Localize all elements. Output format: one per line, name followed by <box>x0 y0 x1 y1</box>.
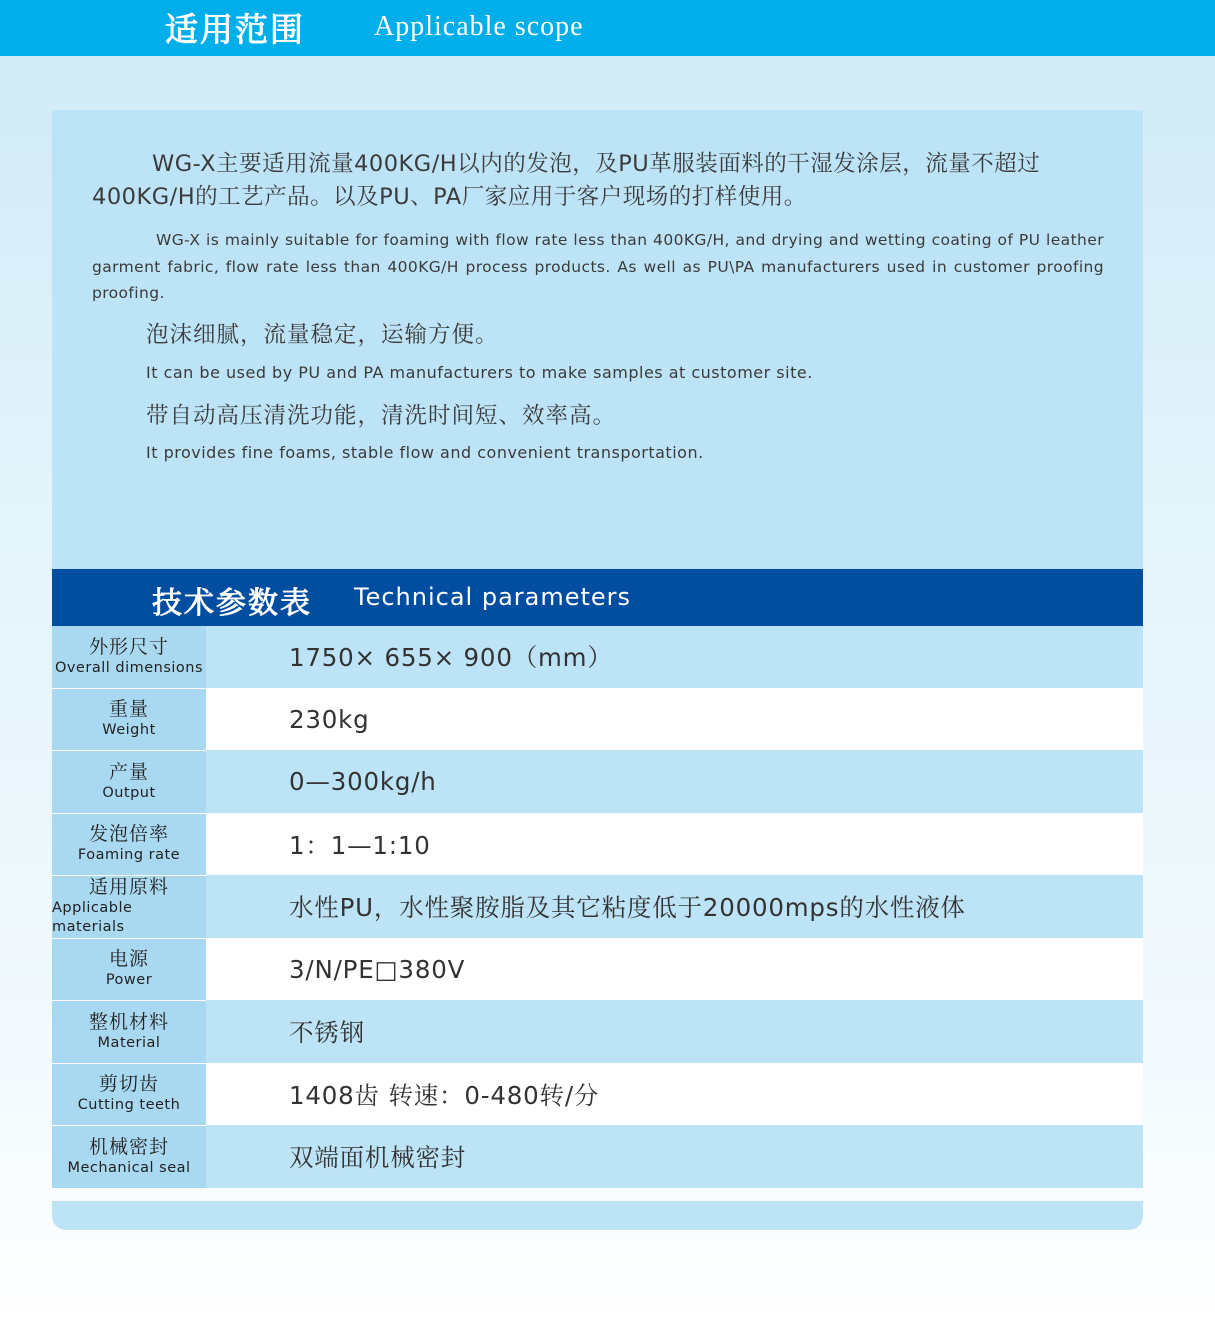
row-label <box>52 876 206 939</box>
row-label <box>52 939 206 1002</box>
applicable-scope-panel <box>52 110 1143 570</box>
row-label <box>52 814 206 877</box>
row-value: 不锈钢 <box>206 1001 1143 1064</box>
row-label <box>52 1001 206 1064</box>
row-label-zh: 重量 <box>108 698 149 721</box>
row-label <box>52 1064 206 1127</box>
table-row <box>52 939 1143 1002</box>
row-label-zh: 机械密封 <box>88 1135 169 1158</box>
row-label-zh: 电源 <box>108 948 149 971</box>
row-value: 1：1—1:10 <box>206 814 1143 877</box>
row-label-zh: 剪切齿 <box>98 1073 159 1096</box>
table-row <box>52 751 1143 814</box>
table-row <box>52 1126 1143 1189</box>
row-label-en: Weight <box>102 722 156 739</box>
row-label-en: Cutting teeth <box>77 1097 181 1114</box>
row-label-en: Power <box>105 972 153 989</box>
row-label-zh: 发泡倍率 <box>88 823 169 846</box>
params-title-zh: 技术参数表 <box>152 586 312 621</box>
table-row <box>52 626 1143 689</box>
row-label <box>52 689 206 752</box>
row-label <box>52 751 206 814</box>
row-label <box>52 1126 206 1189</box>
table-row <box>52 1064 1143 1127</box>
table-row <box>52 1001 1143 1064</box>
row-label-en: Applicable materials <box>52 900 133 936</box>
params-title-en: Technical parameters <box>354 583 632 611</box>
row-value: 3/N/PE□380V <box>206 939 1143 1002</box>
table-row <box>52 689 1143 752</box>
feature2-en: It provides fine foams, stable flow and convenient transportation. <box>146 443 704 462</box>
row-label <box>52 626 206 689</box>
row-label-en: Mechanical seal <box>67 1159 191 1176</box>
technical-parameters-header <box>52 569 1143 626</box>
feature2-zh: 带自动高压清洗功能，清洗时间短、效率高。 <box>146 403 617 429</box>
row-value: 1408齿 转速：0-480转/分 <box>206 1064 1143 1127</box>
row-label-zh: 外形尺寸 <box>88 635 169 658</box>
scope-paragraph-zh: WG-X主要适用流量400KG/H以内的发泡，及PU革服装面料的干湿发涂层，流量不超过400KG/H的工艺产品。以及PU、PA厂家应用于客户现场的打样使用。 <box>92 151 1041 210</box>
scope-paragraph-en: WG-X is mainly suitable for foaming with flow rate less than 400KG/H, and drying and wetting coating of PU leather garment fabric, flow rate less than 400KG/H process products. As well as PU\PA manufacturers used in customer proofing proofing. <box>92 231 1104 302</box>
section-title-zh: 适用范围 <box>165 10 305 49</box>
row-value: 水性PU，水性聚胺脂及其它粘度低于20000mps的水性液体 <box>206 876 1143 939</box>
feature1-zh: 泡沫细腻，流量稳定，运输方便。 <box>146 322 499 348</box>
row-label-zh: 产量 <box>108 760 149 783</box>
section-title-en: Applicable scope <box>374 11 584 42</box>
parameters-table <box>52 626 1143 1189</box>
table-footer-strip <box>52 1201 1143 1230</box>
row-label-en: Overall dimensions <box>54 659 204 676</box>
feature1-en: It can be used by PU and PA manufacturers to make samples at customer site. <box>146 363 813 382</box>
row-value: 230kg <box>206 689 1143 752</box>
row-value: 0—300kg/h <box>206 751 1143 814</box>
row-label-zh: 适用原料 <box>88 876 169 899</box>
table-row <box>52 876 1143 939</box>
table-row <box>52 814 1143 877</box>
row-label-en: Foaming rate <box>77 847 181 864</box>
row-label-en: Output <box>102 784 156 801</box>
row-label-en: Material <box>97 1034 161 1051</box>
section-header-bar <box>0 0 1215 56</box>
row-label-zh: 整机材料 <box>88 1010 169 1033</box>
row-value: 双端面机械密封 <box>206 1126 1143 1189</box>
row-value: 1750× 655× 900（mm） <box>206 626 1143 689</box>
